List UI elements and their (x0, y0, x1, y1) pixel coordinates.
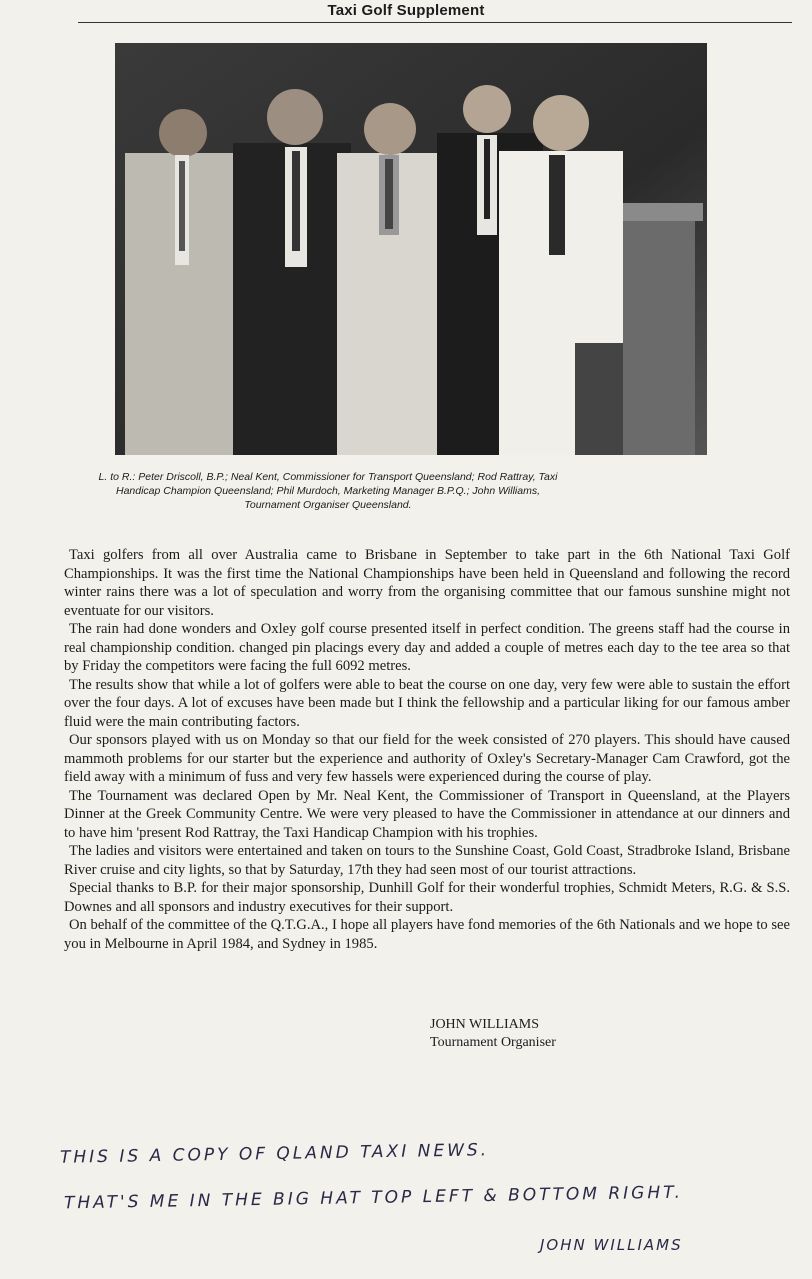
page-header (0, 0, 812, 24)
header-rule (78, 22, 792, 23)
article-paragraph: The rain had done wonders and Oxley golf course presented itself in perfect condition. The greens staff had the course in real championship condition. changed pin placings every day and added a couple of metres each day to the tee area so that by Friday the competitors were facing the full 6092 metres. (64, 621, 790, 674)
group-photo (115, 43, 707, 455)
handwritten-signature: JOHN WILLIAMS (540, 1236, 683, 1254)
article-paragraph: Taxi golfers from all over Australia came to Brisbane in September to take part in the 6th National Taxi Golf Championships. It was the first time the National Championships have been held in Queensland and following the record winter rains there was a lot of speculation and worry from the organising committee that our famous sunshine might not eventuate for our visitors. (64, 547, 790, 619)
author-role: Tournament Organiser (430, 1035, 556, 1050)
person-2 (233, 89, 351, 455)
person-3 (337, 103, 449, 455)
author-name: JOHN WILLIAMS (430, 1017, 540, 1032)
person-1 (125, 109, 235, 455)
article-paragraph: Our sponsors played with us on Monday so that our field for the week consisted of 270 players. This should have caused mammoth problems for our starter but the experience and authority of Oxley's Secretary-Manager Cam Crawford, got the field away with a minimum of fuss and very few hassels were experienced during the course of play. (64, 732, 790, 785)
article-paragraph: On behalf of the committee of the Q.T.G.A., I hope all players have fond memories of the 6th Nationals and we hope to see you in Melbourne in April 1984, and Sydney in 1985. (64, 917, 790, 952)
article-paragraph: The ladies and visitors were entertained and taken on tours to the Sunshine Coast, Gold Coast, Stradbroke Island, Brisbane River cruise and city lights, so that by Saturday, 17th they had seen most of our tourist attractions. (64, 843, 790, 878)
author-signature-block (430, 1016, 556, 1052)
header-title: Taxi Golf Supplement (327, 2, 485, 19)
article-paragraph: The results show that while a lot of golfers were able to beat the course on one day, very few were able to sustain the effort over the four days. A lot of excuses have been made but I think the fellowship and a particular liking for our famous amber fluid were the main contributing factors. (64, 676, 790, 730)
article-paragraph: The Tournament was declared Open by Mr. Neal Kent, the Commissioner of Transport in Queensland, at the Players Dinner at the Greek Community Centre. We were very pleased to have the Commissioner in attendance at our dinners and to have him 'present Rod Rattray, the Taxi Handicap Champion with his trophies. (64, 787, 790, 841)
photo-caption: L. to R.: Peter Driscoll, B.P.; Neal Kent, Commissioner for Transport Queensland; Rod Rattray, Taxi Handicap Champion Queensland; Phil Murdoch, Marketing Manager B.P.Q.; John Williams, Tournament Organiser Queensland. (98, 471, 558, 511)
handwritten-line-2: THAT'S ME IN THE BIG HAT TOP LEFT & BOTTOM RIGHT. (63, 1182, 684, 1214)
handwritten-line-1: THIS IS A COPY OF QLAND TAXI NEWS. (59, 1140, 490, 1168)
group-photo-illustration (115, 43, 707, 455)
article-body (64, 546, 790, 953)
article-paragraph: Special thanks to B.P. for their major sponsorship, Dunhill Golf for their wonderful trophies, Schmidt Meters, R.G. & S.S. Downes and all sponsors and industry executives for their support. (64, 880, 790, 915)
